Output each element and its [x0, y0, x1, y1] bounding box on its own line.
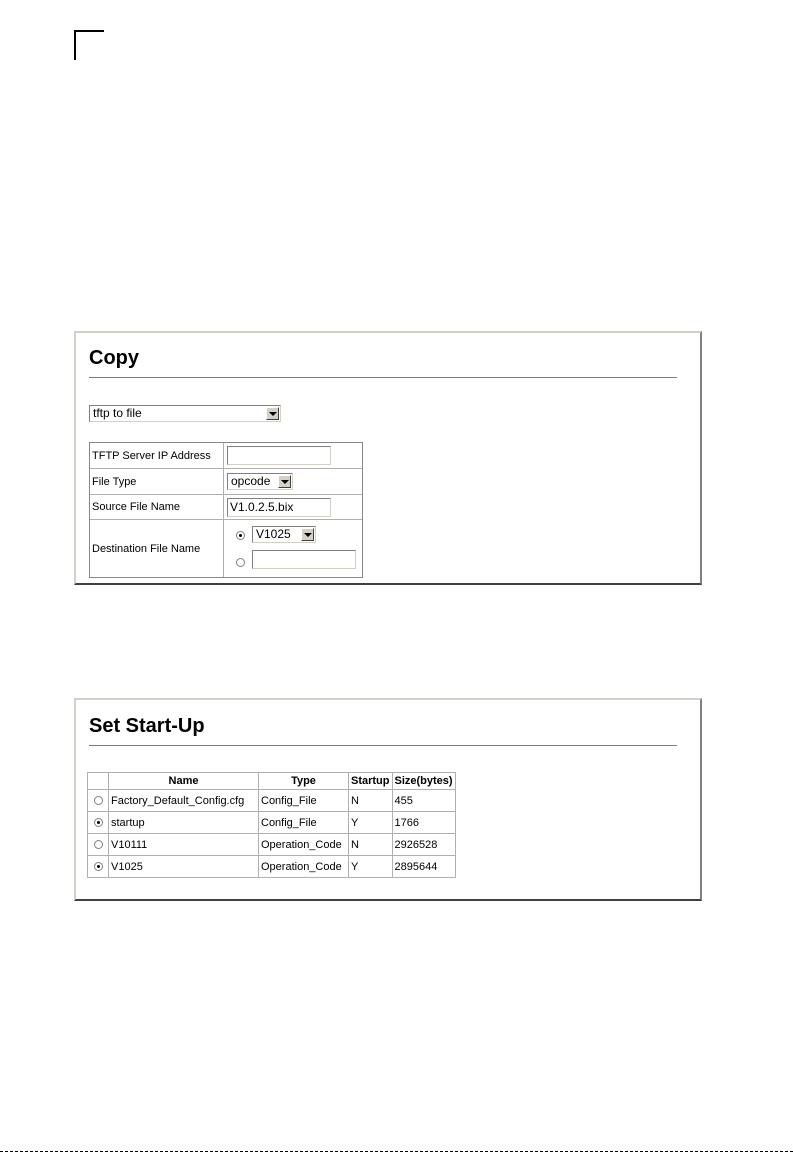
column-header-type: Type [259, 773, 349, 790]
row-select-cell [88, 812, 109, 834]
startup-panel [74, 698, 702, 901]
source-file-row [90, 495, 362, 520]
destination-file-row [90, 520, 362, 577]
cell-type: Config_File [259, 790, 349, 812]
startup-radio[interactable] [94, 862, 103, 871]
startup-title: Set Start-Up [89, 715, 205, 737]
cell-startup: Y [349, 812, 393, 834]
startup-radio[interactable] [94, 796, 103, 805]
tftp-server-input[interactable] [227, 446, 331, 465]
chevron-down-icon[interactable] [278, 475, 291, 488]
table-row [88, 790, 456, 812]
chevron-down-icon[interactable] [301, 528, 314, 541]
source-file-label: Source File Name [90, 495, 224, 519]
tftp-server-label: TFTP Server IP Address [90, 443, 224, 468]
destination-select-radio[interactable] [236, 531, 245, 540]
copy-mode-select-value: tftp to file [93, 406, 142, 420]
startup-title-divider [89, 745, 677, 747]
cell-size: 2926528 [392, 834, 455, 856]
row-select-cell [88, 856, 109, 878]
table-row [88, 856, 456, 878]
destination-file-select[interactable] [252, 526, 316, 543]
cell-startup: Y [349, 856, 393, 878]
file-type-label: File Type [90, 469, 224, 494]
file-type-row [90, 469, 362, 495]
cell-name: V10111 [109, 834, 259, 856]
startup-radio[interactable] [94, 840, 103, 849]
row-select-cell [88, 834, 109, 856]
copy-title: Copy [89, 347, 139, 369]
column-header-select [88, 773, 109, 790]
column-header-name: Name [109, 773, 259, 790]
table-row [88, 812, 456, 834]
table-header-row [88, 773, 456, 790]
cell-name: startup [109, 812, 259, 834]
cell-type: Operation_Code [259, 834, 349, 856]
destination-text-radio[interactable] [236, 558, 245, 567]
file-type-select[interactable] [227, 473, 293, 490]
cell-startup: N [349, 834, 393, 856]
column-header-startup: Startup [349, 773, 393, 790]
destination-file-label: Destination File Name [90, 520, 224, 577]
destination-file-select-value: V1025 [256, 527, 291, 541]
destination-file-input[interactable] [252, 550, 356, 569]
copy-mode-select[interactable] [89, 405, 281, 422]
copy-form-table [89, 442, 363, 578]
tftp-server-row [90, 443, 362, 469]
cell-startup: N [349, 790, 393, 812]
page-bottom-rule [0, 1151, 793, 1152]
page-corner-mark [74, 30, 104, 60]
source-file-input[interactable]: V1.0.2.5.bix [227, 498, 331, 517]
copy-title-divider [89, 377, 677, 379]
file-type-select-value: opcode [231, 474, 271, 488]
startup-file-table [87, 772, 456, 878]
cell-name: Factory_Default_Config.cfg [109, 790, 259, 812]
chevron-down-icon[interactable] [266, 407, 279, 420]
cell-size: 455 [392, 790, 455, 812]
startup-radio[interactable] [94, 818, 103, 827]
cell-size: 1766 [392, 812, 455, 834]
cell-type: Operation_Code [259, 856, 349, 878]
row-select-cell [88, 790, 109, 812]
cell-name: V1025 [109, 856, 259, 878]
copy-panel [74, 331, 702, 585]
cell-size: 2895644 [392, 856, 455, 878]
cell-type: Config_File [259, 812, 349, 834]
table-row [88, 834, 456, 856]
column-header-size: Size(bytes) [392, 773, 455, 790]
